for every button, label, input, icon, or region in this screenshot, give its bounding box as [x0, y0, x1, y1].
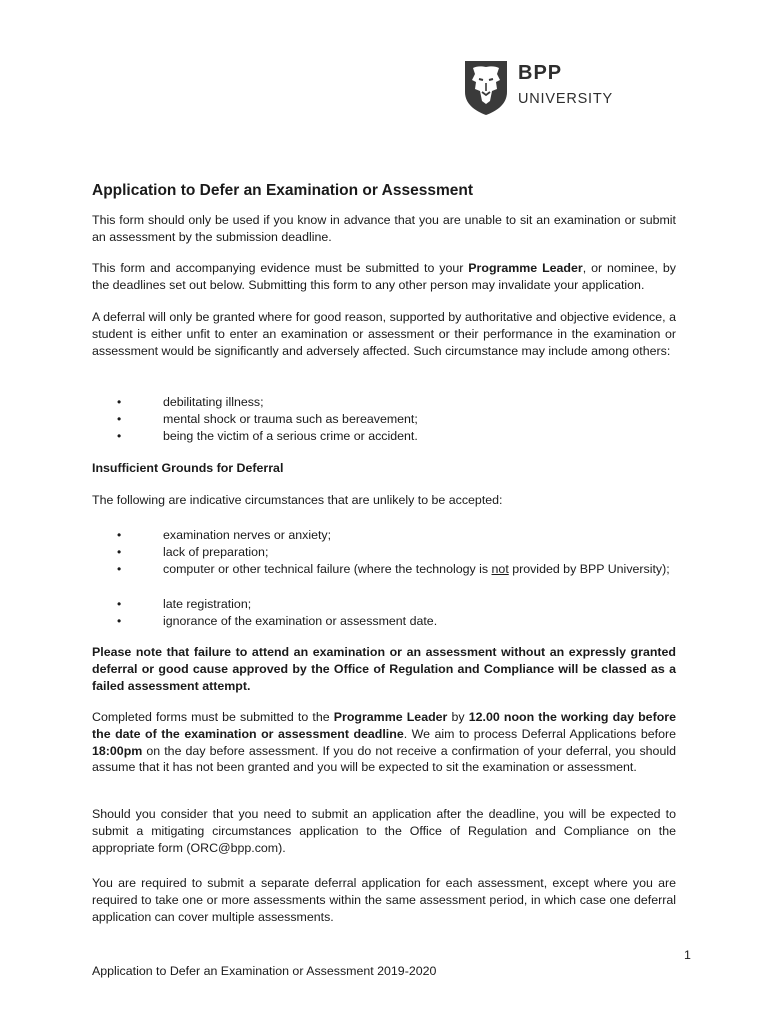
technical-failure-text: computer or other technical failure (where the technology is: [163, 562, 492, 576]
bpp-logo: [462, 58, 622, 118]
invalid-reason-item: [163, 561, 676, 578]
insufficient-intro: The following are indicative circumstances that are unlikely to be accepted:: [92, 493, 503, 507]
deadline-noon-rule: 12.00 noon the working day before the date of the examination or assessment deadline: [92, 710, 676, 741]
deadline-programme-leader: Programme Leader: [333, 710, 448, 724]
page-number: 1: [684, 948, 691, 962]
deadline-text-1: Completed forms must be submitted to the: [92, 710, 334, 724]
bullet-icon: •: [117, 545, 122, 559]
intro-2-text-before: This form and accompanying evidence must be submitted to your: [92, 261, 469, 275]
deadline-time: 18:00pm: [92, 743, 143, 758]
invalid-reason-item: late registration;: [163, 597, 252, 611]
bullet-icon: •: [117, 412, 122, 426]
intro-paragraph-1: This form should only be used if you know in advance that you are unable to sit an examination or submit an assessment by the submission deadline.: [92, 213, 676, 244]
intro-paragraph-2: [92, 260, 676, 294]
deadline-text-2: by: [447, 710, 469, 724]
submission-deadline-paragraph: [92, 709, 676, 776]
intro-paragraph-3: A deferral will only be granted where for good reason, supported by authoritative and objective evidence, a student is either unfit to enter an examination or assessment or their performance in the examination or assessment would be significantly and adversely affected. Such circumstance may include among others:: [92, 310, 676, 358]
late-application-paragraph: Should you consider that you need to submit an application after the deadline, you will be expected to submit a mitigating circumstances application to the Office of Regulation and Compliance on the appropriate form (ORC@bpp.com).: [92, 807, 676, 855]
valid-reason-item: being the victim of a serious crime or accident.: [163, 429, 418, 443]
technical-failure-not: not: [491, 562, 509, 576]
page-footer: Application to Defer an Examination or Assessment 2019-2020: [92, 964, 437, 978]
failure-warning-note: Please note that failure to attend an examination or an assessment without an expressly granted deferral or good cause approved by the Office of Regulation and Compliance will be classed as a failed assessment attempt.: [92, 645, 676, 693]
technical-failure-text-after: provided by BPP University);: [508, 562, 670, 576]
deadline-text-3: . We aim to process Deferral Applications before: [403, 726, 676, 741]
lion-shield-icon: [462, 58, 510, 116]
bullet-icon: •: [117, 597, 122, 611]
bullet-icon: •: [117, 528, 122, 542]
valid-reason-item: debilitating illness;: [163, 395, 264, 409]
bullet-icon: •: [117, 429, 122, 443]
invalid-reason-item: lack of preparation;: [163, 545, 269, 559]
deadline-text-4: on the day before assessment. If you do not receive a confirmation of your deferral, you should assume that it has not been granted and you will be expected to sit the examination or assessment.: [92, 743, 676, 775]
invalid-reason-item: examination nerves or anxiety;: [163, 528, 332, 542]
separate-application-paragraph: You are required to submit a separate deferral application for each assessment, except where you are required to take one or more assessments within the same assessment period, in which case one deferral application can cover multiple assessments.: [92, 876, 676, 924]
invalid-reason-item: ignorance of the examination or assessment date.: [163, 614, 438, 628]
page-title: Application to Defer an Examination or Assessment: [92, 182, 473, 199]
logo-name: BPP: [518, 62, 563, 84]
insufficient-grounds-heading: Insufficient Grounds for Deferral: [92, 461, 284, 475]
logo-subtitle: UNIVERSITY: [518, 91, 614, 107]
valid-reason-item: mental shock or trauma such as bereavement;: [163, 412, 418, 426]
intro-2-programme-leader: Programme Leader: [468, 261, 583, 275]
bullet-icon: •: [117, 562, 122, 576]
intro-2-text-after: , or nominee, by the deadlines set out below. Submitting this form to any other person may invalidate your application.: [92, 261, 676, 292]
bullet-icon: •: [117, 395, 122, 409]
bullet-icon: •: [117, 614, 122, 628]
